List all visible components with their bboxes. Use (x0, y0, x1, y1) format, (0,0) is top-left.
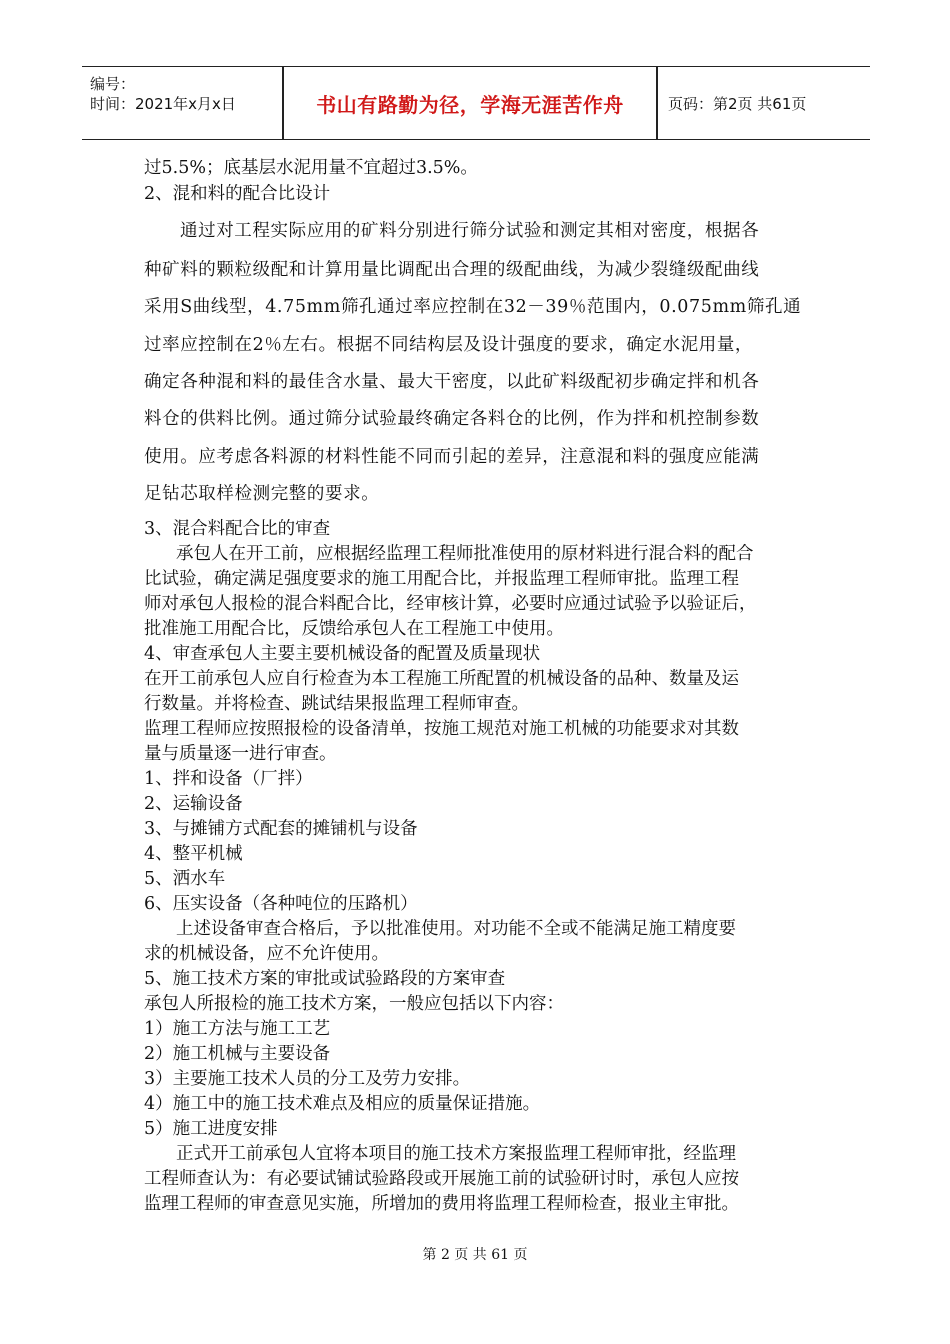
header-page-info (668, 67, 870, 139)
list-item: 5）施工进度安排 (144, 1119, 278, 1139)
body-line: 监理工程师应按照报检的设备清单，按施工规范对施工机械的功能要求对其数 (144, 719, 739, 739)
body-line: 监理工程师的审查意见实施，所增加的费用将监理工程师检查，报业主审批。 (144, 1194, 739, 1214)
list-item: 5、洒水车 (144, 869, 226, 889)
body-line: 求的机械设备，应不允许使用。 (144, 944, 389, 964)
body-line: 批准施工用配合比，反馈给承包人在工程施工中使用。 (144, 619, 564, 639)
list-item: 6、压实设备（各种吨位的压路机） (144, 894, 418, 914)
body-line: 工程师查认为：有必要试铺试验路段或开展施工前的试验研讨时，承包人应按 (144, 1169, 739, 1189)
body-line: 承包人在开工前，应根据经监理工程师批准使用的原材料进行混合料的配合 (176, 544, 754, 564)
header-meta (82, 67, 282, 139)
body-line: 采用S曲线型，4.75mm筛孔通过率应控制在32－39％范围内，0.075mm筛孔通 (144, 297, 802, 317)
list-item: 2、运输设备 (144, 794, 243, 814)
body-line: 正式开工前承包人宜将本项目的施工技术方案报监理工程师审批，经监理 (176, 1144, 736, 1164)
section-heading: 4、审查承包人主要主要机械设备的配置及质量现状 (144, 644, 541, 664)
body-line: 过5.5%；底基层水泥用量不宜超过3.5%。 (144, 158, 478, 178)
body-line: 量与质量逐一进行审查。 (144, 744, 337, 764)
header-motto: 书山有路勤为径，学海无涯苦作舟 (316, 92, 624, 117)
section-heading: 2、混和料的配合比设计 (144, 184, 331, 204)
section-heading: 5、施工技术方案的审批或试验路段的方案审查 (144, 969, 506, 989)
body-line: 比试验，确定满足强度要求的施工用配合比，并报监理工程师审批。监理工程 (144, 569, 739, 589)
list-item: 1）施工方法与施工工艺 (144, 1019, 331, 1039)
list-item: 3、与摊铺方式配套的摊铺机与设备 (144, 819, 418, 839)
page-info-text: 页码：第2页 共61页 (668, 94, 807, 113)
body-line: 足钻芯取样检测完整的要求。 (144, 484, 380, 504)
body-line: 承包人所报检的施工技术方案，一般应包括以下内容： (144, 994, 564, 1014)
list-item: 4、整平机械 (144, 844, 243, 864)
document-time-label: 时间：2021年x月x日 (90, 95, 236, 113)
body-line: 确定各种混和料的最佳含水量、最大干密度，以此矿料级配初步确定拌和机各 (144, 372, 760, 392)
body-line: 过率应控制在2％左右。根据不同结构层及设计强度的要求，确定水泥用量， (144, 335, 754, 355)
section-heading: 3、混合料配合比的审查 (144, 519, 331, 539)
body-line: 通过对工程实际应用的矿料分别进行筛分试验和测定其相对密度，根据各 (180, 221, 760, 241)
list-item: 3）主要施工技术人员的分工及劳力安排。 (144, 1069, 471, 1089)
body-line: 种矿料的颗粒级配和计算用量比调配出合理的级配曲线，为减少裂缝级配曲线 (144, 260, 760, 280)
header-table (82, 66, 870, 140)
body-line: 师对承包人报检的混合料配合比，经审核计算，必要时应通过试验予以验证后， (144, 594, 757, 614)
body-line: 料仓的供料比例。通过筛分试验最终确定各料仓的比例，作为拌和机控制参数 (144, 409, 760, 429)
list-item: 1、拌和设备（厂拌） (144, 769, 313, 789)
body-line: 行数量。并将检查、跳试结果报监理工程师审查。 (144, 694, 529, 714)
list-item: 4）施工中的施工技术难点及相应的质量保证措施。 (144, 1094, 541, 1114)
page-footer: 第 2 页 共 61 页 (422, 1247, 528, 1263)
body-line: 上述设备审查合格后，予以批准使用。对功能不全或不能满足施工精度要 (176, 919, 736, 939)
header-divider (656, 67, 658, 139)
body-line: 在开工前承包人应自行检查为本工程施工所配置的机械设备的品种、数量及运 (144, 669, 739, 689)
body-line: 使用。应考虑各料源的材料性能不同而引起的差异，注意混和料的强度应能满 (144, 447, 760, 467)
list-item: 2）施工机械与主要设备 (144, 1044, 331, 1064)
document-number-label: 编号： (90, 75, 136, 93)
